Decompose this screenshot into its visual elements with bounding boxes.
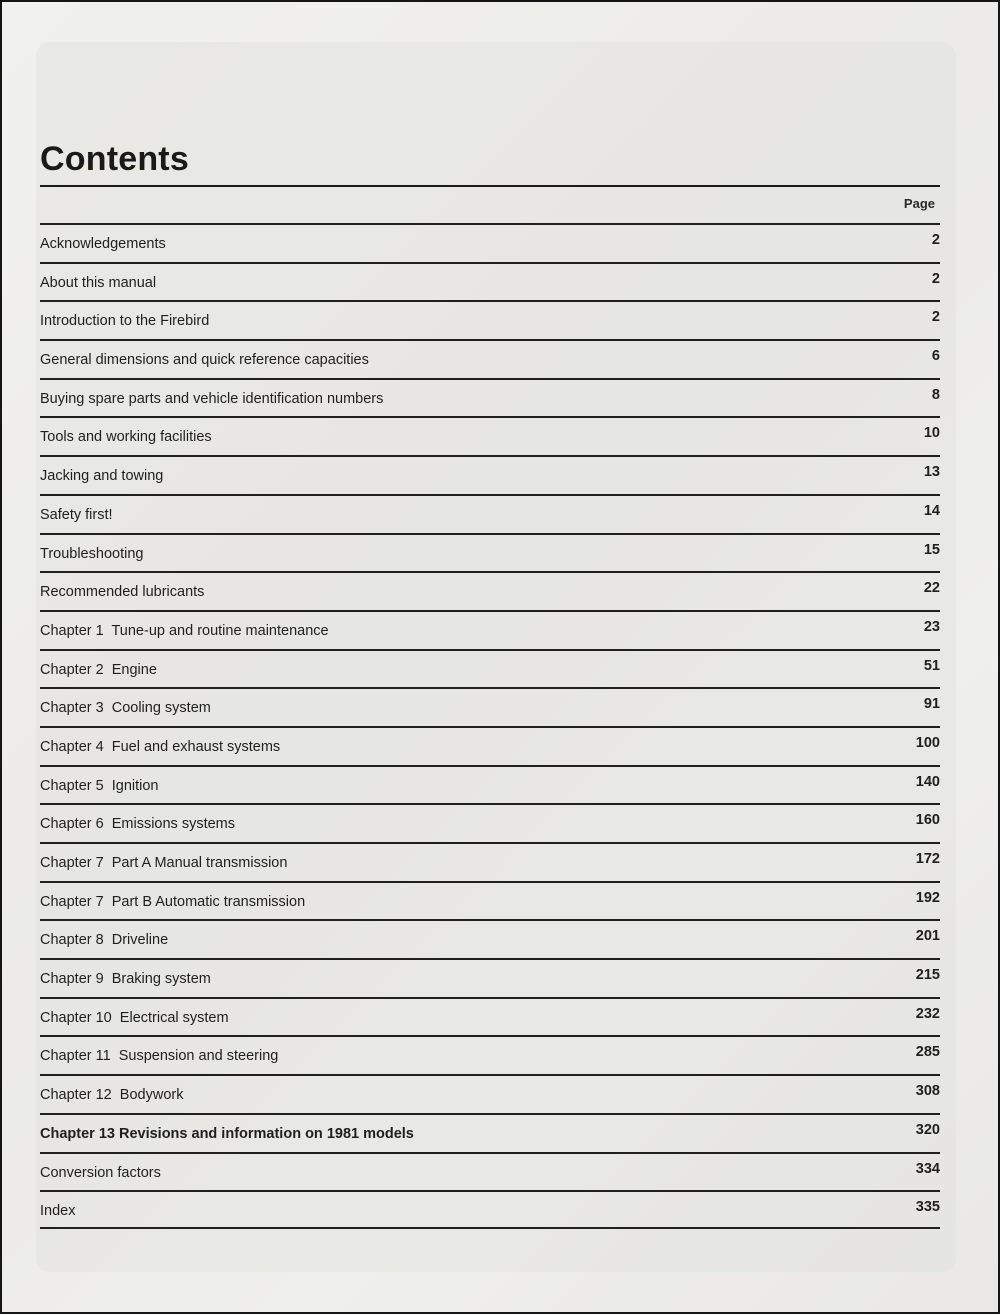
toc-entry xyxy=(40,881,940,920)
toc-entry-page-number: 201 xyxy=(915,928,940,945)
toc-entry-label: Chapter 13 Revisions and information on 1981 models xyxy=(40,1125,414,1142)
toc-entry-page-number: 192 xyxy=(915,889,940,906)
toc-entry-page-number: 215 xyxy=(915,967,940,984)
toc-entry-page-number: 320 xyxy=(915,1121,940,1138)
toc-entry xyxy=(40,803,940,842)
toc-entry xyxy=(40,1152,940,1191)
toc-entry-page-number: 6 xyxy=(931,348,940,365)
toc-entry xyxy=(40,610,940,649)
toc-entry-label: Chapter 2 Engine xyxy=(40,661,157,678)
toc-entry-label: Tools and working facilities xyxy=(40,429,212,446)
toc-entry-label: Chapter 1 Tune-up and routine maintenance xyxy=(40,622,329,639)
toc-entry xyxy=(40,649,940,688)
toc-entry-label: Chapter 11 Suspension and steering xyxy=(40,1048,279,1065)
page-title: Contents xyxy=(40,140,189,178)
toc-entry xyxy=(40,1190,940,1229)
toc-entry-page-number: 100 xyxy=(915,734,940,751)
toc-entry xyxy=(40,842,940,881)
toc-entry-label: Chapter 10 Electrical system xyxy=(40,1009,229,1026)
toc-entry-label: General dimensions and quick reference capacities xyxy=(40,352,369,369)
toc-entry-page-number: 23 xyxy=(923,618,940,635)
toc-entry-label: Chapter 7 Part B Automatic transmission xyxy=(40,893,306,910)
toc-entry-label: Chapter 3 Cooling system xyxy=(40,700,211,717)
toc-entry-page-number: 232 xyxy=(915,1005,940,1022)
toc-entry-page-number: 51 xyxy=(923,657,940,674)
toc-entry xyxy=(40,726,940,765)
toc-entry xyxy=(40,339,940,378)
toc-entry xyxy=(40,494,940,533)
toc-entry-page-number: 308 xyxy=(915,1083,940,1100)
toc-entry xyxy=(40,1074,940,1113)
toc-entry-page-number: 8 xyxy=(931,386,940,403)
toc-entry xyxy=(40,958,940,997)
toc-entry xyxy=(40,919,940,958)
toc-entry-page-number: 2 xyxy=(931,270,940,287)
page-column-header: Page xyxy=(903,196,935,211)
toc-entry xyxy=(40,687,940,726)
toc-entry-page-number: 285 xyxy=(915,1044,940,1061)
toc-entry xyxy=(40,1113,940,1152)
toc-entry xyxy=(40,765,940,804)
toc-entry-label: Buying spare parts and vehicle identification numbers xyxy=(40,390,384,407)
toc-entry-label: Chapter 8 Driveline xyxy=(40,932,169,949)
toc-entry-label: Chapter 9 Braking system xyxy=(40,971,211,988)
toc-entry xyxy=(40,997,940,1036)
toc-entry-label: Safety first! xyxy=(40,506,113,523)
title-divider xyxy=(40,185,940,187)
toc-entry-label: About this manual xyxy=(40,274,157,291)
toc-entry-label: Introduction to the Firebird xyxy=(40,313,210,330)
toc-entry-label: Jacking and towing xyxy=(40,468,164,485)
toc-entry xyxy=(40,262,940,301)
toc-entry-label: Chapter 4 Fuel and exhaust systems xyxy=(40,738,281,755)
toc-entry xyxy=(40,416,940,455)
toc-entry-page-number: 334 xyxy=(915,1160,940,1177)
toc-entry-page-number: 91 xyxy=(923,696,940,713)
toc-entry-page-number: 15 xyxy=(923,541,940,558)
toc-entry xyxy=(40,455,940,494)
toc-entry-page-number: 140 xyxy=(915,773,940,790)
toc-entry xyxy=(40,533,940,572)
toc-entry-page-number: 13 xyxy=(923,464,940,481)
toc-entry-label: Chapter 12 Bodywork xyxy=(40,1087,184,1104)
toc-entry-label: Chapter 7 Part A Manual transmission xyxy=(40,855,288,871)
toc-entry-label: Conversion factors xyxy=(40,1164,161,1181)
toc-entry-label: Chapter 5 Ignition xyxy=(40,777,159,794)
table-of-contents xyxy=(40,223,940,1229)
toc-entry-page-number: 22 xyxy=(923,580,940,597)
toc-entry-page-number: 14 xyxy=(923,502,940,519)
toc-entry-page-number: 172 xyxy=(915,851,940,867)
toc-entry-label: Troubleshooting xyxy=(40,545,144,562)
toc-entry-label: Recommended lubricants xyxy=(40,584,205,601)
toc-entry xyxy=(40,300,940,339)
toc-entry-label: Chapter 6 Emissions systems xyxy=(40,816,236,833)
toc-entry xyxy=(40,223,940,262)
toc-entry-label: Index xyxy=(40,1203,76,1220)
toc-entry-page-number: 2 xyxy=(931,232,940,248)
toc-entry-page-number: 160 xyxy=(915,812,940,829)
toc-entry xyxy=(40,378,940,417)
toc-entry-label: Acknowledgements xyxy=(40,236,166,252)
toc-entry xyxy=(40,1035,940,1074)
toc-entry-page-number: 10 xyxy=(923,425,940,442)
toc-entry-page-number: 335 xyxy=(915,1199,940,1216)
toc-entry xyxy=(40,571,940,610)
toc-entry-page-number: 2 xyxy=(931,309,940,326)
